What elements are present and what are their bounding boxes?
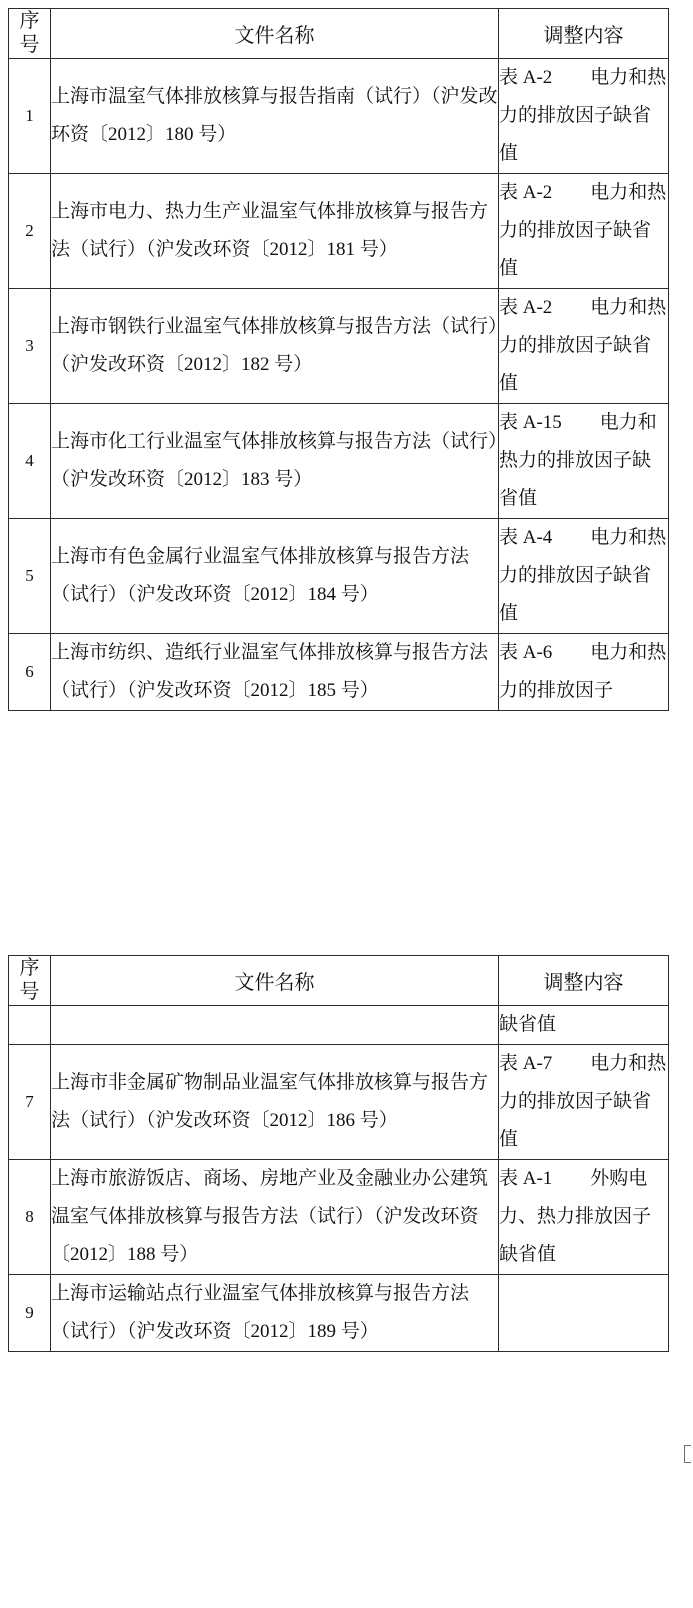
row-adjustment-content: 表 A-2 电力和热力的排放因子缺省值 — [499, 173, 669, 288]
table-header-row — [9, 9, 669, 59]
row-adjustment-content: 表 A-7 电力和热力的排放因子缺省值 — [499, 1044, 669, 1159]
column-header-name: 文件名称 — [51, 956, 499, 1006]
column-header-index — [9, 9, 51, 59]
row-document-name: 上海市温室气体排放核算与报告指南（试行）（沪发改环资〔2012〕180 号） — [51, 58, 499, 173]
table-row — [9, 1274, 669, 1351]
row-index: 2 — [9, 173, 51, 288]
column-header-index-line1: 序 — [19, 957, 40, 979]
table-row — [9, 518, 669, 633]
row-document-name: 上海市钢铁行业温室气体排放核算与报告方法（试行）（沪发改环资〔2012〕182 号） — [51, 288, 499, 403]
row-index: 9 — [9, 1274, 51, 1351]
row-index: 6 — [9, 633, 51, 710]
table-row — [9, 288, 669, 403]
row-index: 4 — [9, 403, 51, 518]
column-header-name: 文件名称 — [51, 9, 499, 59]
row-document-name: 上海市电力、热力生产业温室气体排放核算与报告方法（试行）（沪发改环资〔2012〕181 号） — [51, 173, 499, 288]
table-row — [9, 58, 669, 173]
row-index — [9, 1005, 51, 1044]
page-edge-marker — [684, 1445, 691, 1463]
row-document-name: 上海市化工行业温室气体排放核算与报告方法（试行）（沪发改环资〔2012〕183 号） — [51, 403, 499, 518]
row-adjustment-content — [499, 1274, 669, 1351]
table-row-continuation — [9, 1005, 669, 1044]
row-document-name — [51, 1005, 499, 1044]
row-document-name: 上海市有色金属行业温室气体排放核算与报告方法（试行）（沪发改环资〔2012〕184 号） — [51, 518, 499, 633]
adjustment-table-part-2 — [8, 955, 669, 1352]
row-adjustment-content: 表 A-6 电力和热力的排放因子 — [499, 633, 669, 710]
row-adjustment-content: 表 A-2 电力和热力的排放因子缺省值 — [499, 288, 669, 403]
column-header-index — [9, 956, 51, 1006]
column-header-index-line2: 号 — [19, 34, 40, 57]
table-row — [9, 633, 669, 710]
row-document-name: 上海市旅游饭店、商场、房地产业及金融业办公建筑温室气体排放核算与报告方法（试行）（沪发改环资〔2012〕188 号） — [51, 1159, 499, 1274]
row-adjustment-content: 表 A-2 电力和热力的排放因子缺省值 — [499, 58, 669, 173]
row-adjustment-content: 表 A-1 外购电力、热力排放因子缺省值 — [499, 1159, 669, 1274]
table-row — [9, 1044, 669, 1159]
table-row — [9, 1159, 669, 1274]
row-adjustment-content: 表 A-15 电力和热力的排放因子缺省值 — [499, 403, 669, 518]
row-document-name: 上海市纺织、造纸行业温室气体排放核算与报告方法（试行）（沪发改环资〔2012〕185 号） — [51, 633, 499, 710]
column-header-index-line1: 序 — [19, 10, 40, 32]
row-adjustment-content: 缺省值 — [499, 1005, 669, 1044]
table-header-row — [9, 956, 669, 1006]
column-header-index-line2: 号 — [19, 981, 40, 1004]
row-index: 7 — [9, 1044, 51, 1159]
row-index: 3 — [9, 288, 51, 403]
table-row — [9, 403, 669, 518]
row-index: 5 — [9, 518, 51, 633]
table-row — [9, 173, 669, 288]
row-document-name: 上海市运输站点行业温室气体排放核算与报告方法（试行）（沪发改环资〔2012〕189 号） — [51, 1274, 499, 1351]
column-header-adjust: 调整内容 — [499, 9, 669, 59]
row-index: 8 — [9, 1159, 51, 1274]
row-document-name: 上海市非金属矿物制品业温室气体排放核算与报告方法（试行）（沪发改环资〔2012〕186 号） — [51, 1044, 499, 1159]
row-index: 1 — [9, 58, 51, 173]
row-adjustment-content: 表 A-4 电力和热力的排放因子缺省值 — [499, 518, 669, 633]
column-header-adjust: 调整内容 — [499, 956, 669, 1006]
adjustment-table-part-1 — [8, 8, 669, 711]
